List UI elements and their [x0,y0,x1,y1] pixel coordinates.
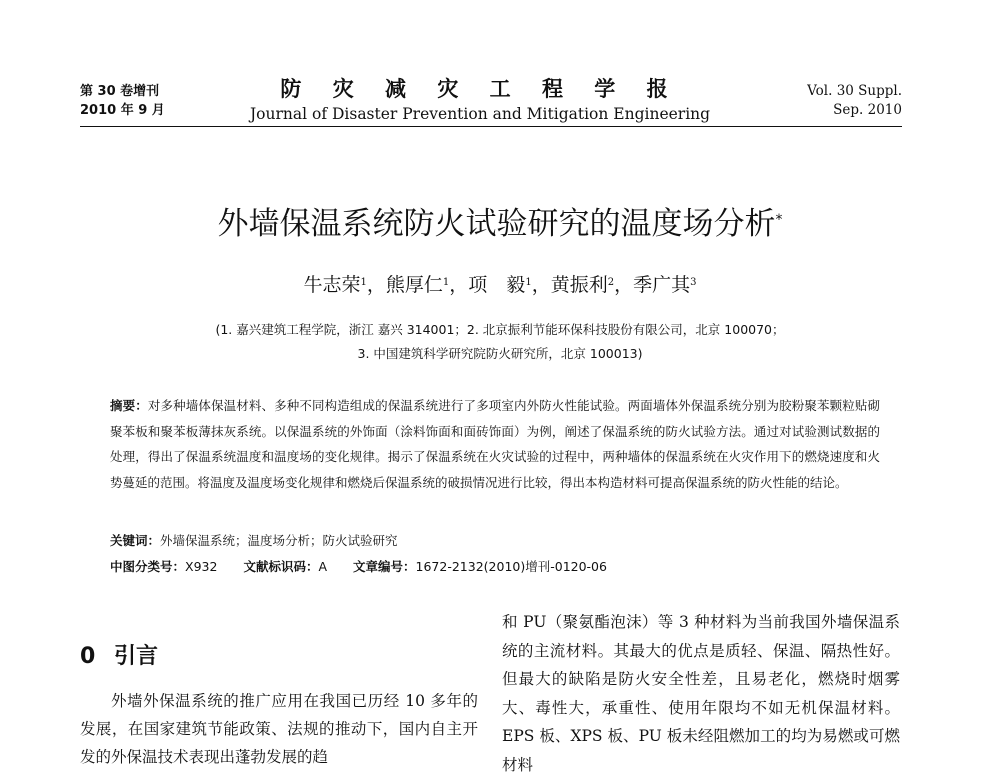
paper-title [0,204,1000,244]
date-en: Sep. 2010 [833,102,902,118]
author-affiliation-mark: 3 [690,277,697,288]
author: 黄振利 [550,274,608,296]
title-footnote-mark: * [775,212,783,228]
journal-issue-cn [80,82,165,120]
journal-title-cn: 防 灾 减 灾 工 程 学 报 [280,76,680,101]
abstract [110,393,880,495]
section-title: 引言 [114,644,159,669]
article-no-value: 1672-2132(2010)增刊-0120-06 [415,559,607,574]
journal-issue-en [807,82,902,120]
author: 季广其 [633,274,691,296]
author: 牛志荣 [303,274,361,296]
abstract-text: 对多种墙体保温材料、多种不同构造组成的保温系统进行了多项室内外防火性能试验。两面墙体外保温系统分别为胶粉聚苯颗粒贴砌聚苯板和聚苯板薄抹灰系统。以保温系统的外饰面（涂料饰面和面砖饰面）为例，阐述了保温系统的防火试验方法。通过对试验测试数据的处理，得出了保温系统温度和温度场的变化规律。揭示了保温系统在火灾试验的过程中，两种墙体的保温系统在火灾作用下的燃烧速度和火势蔓延的范围。将温度及温度场变化规律和燃烧后保温系统的破损情况进行比较，得出本构造材料可提高保温系统的防火性能的结论。 [110,398,880,490]
keywords [110,531,398,551]
doc-code-label: 文献标识码： [243,559,319,574]
affiliation-line: (1. 嘉兴建筑工程学院，浙江 嘉兴 314001；2. 北京振利节能环保科技股份有限公司，北京 100070； [215,322,785,337]
author-list: 牛志荣$^1$，熊厚仁$^1$，项 毅$^1$，黄振利$^2$，季广其$^3$ [303,274,697,296]
author: 熊厚仁 [385,274,443,296]
abstract-label: 摘要： [110,398,148,413]
journal-title-en: Journal of Disaster Prevention and Mitigation Engineering [249,105,711,123]
header-rule [80,126,902,127]
author-affiliation-mark: 2 [607,277,615,288]
clc-label: 中图分类号： [110,559,186,574]
section-heading [80,643,158,671]
author-affiliation-mark: 1 [442,277,450,288]
volume-en: Vol. 30 Suppl. [807,83,902,99]
journal-title [230,76,730,124]
doc-code-value: A [318,559,328,574]
clc-value: X932 [185,559,218,574]
author: 项 毅 [468,274,526,296]
classification-line [110,557,607,577]
volume-cn: 第 30 卷增刊 [80,84,160,99]
keywords-label: 关键词： [110,533,161,548]
author-affiliation-mark: 1 [525,277,532,288]
date-cn: 2010 年 9 月 [80,103,165,118]
body-text-right-column: 和 PU（聚氨酯泡沫）等 3 种材料为当前我国外墙保温系统的主流材料。其最大的优点是质轻、保温、隔热性好。但最大的缺陷是防火安全性差，且易老化，燃烧时烟雾大、毒性大，承重性、使用年限均不如无机保温材料。EPS 板、XPS 板、PU 板未经阻燃加工的均为易燃或可燃材料 [502,613,900,774]
author-affiliation-mark: 1 [360,277,367,288]
section-number: 0 [80,644,96,669]
affiliation-line: 3. 中国建筑科学研究院防火研究所，北京 100013) [357,346,643,361]
body-text-left-column: 外墙外保温系统的推广应用在我国已历经 10 多年的发展，在国家建筑节能政策、法规的推动下，国内自主开发的外保温技术表现出蓬勃发展的趋 [80,692,478,766]
affiliations [120,318,880,366]
paper-title-text: 外墙保温系统防火试验研究的温度场分析 [217,206,776,242]
keywords-text: 外墙保温系统；温度场分析；防火试验研究 [160,533,398,548]
article-no-label: 文章编号： [353,559,416,574]
